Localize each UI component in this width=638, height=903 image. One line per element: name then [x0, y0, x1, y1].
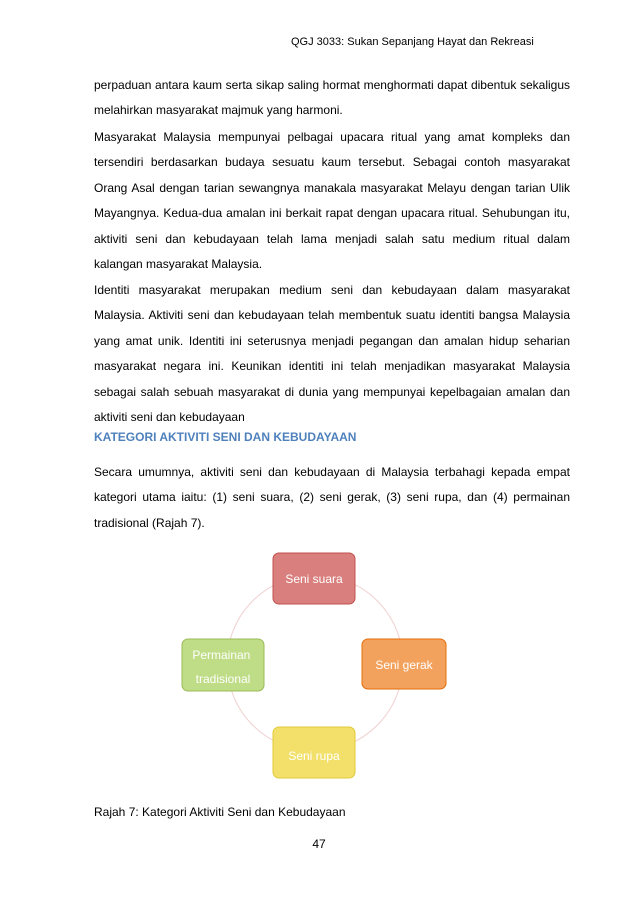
running-header: QGJ 3033: Sukan Sepanjang Hayat dan Rekreasi — [291, 36, 534, 48]
node-seni-suara — [273, 553, 355, 604]
node-seni-gerak — [362, 639, 446, 689]
node-seni-gerak-label: Seni gerak — [375, 658, 433, 672]
section-heading: KATEGORI AKTIVITI SENI DAN KEBUDAYAAN — [94, 430, 357, 444]
paragraph-intro: Secara umumnya, aktiviti seni dan kebudayaan di Malaysia terbahagi kepada empat kategori utama iaitu: (1) seni suara, (2) seni gerak, (3) seni rupa, dan (4) permainan tradisional (Rajah 7). — [94, 465, 570, 530]
figure-caption: Rajah 7: Kategori Aktiviti Seni dan Kebudayaan — [94, 805, 346, 819]
page-number: 47 — [312, 837, 326, 851]
node-permainan-tradisional — [182, 639, 264, 691]
node-seni-rupa — [273, 727, 355, 778]
paragraph-identity: Identiti masyarakat merupakan medium seni dan kebudayaan dalam masyarakat Malaysia. Aktiviti seni dan kebudayaan telah membentuk suatu identiti bangsa Malaysia yang amat unik. Identiti ini seterusnya menjadi pegangan dan amalan hidup seharian masyarakat negara ini. Keunikan identiti ini telah menjadikan masyarakat Malaysia sebagai salah sebuah masyarakat di dunia yang mempunyai kepelbagaian amalan dan aktiviti seni dan kebudayaan — [94, 283, 570, 425]
paragraph-ritual: Masyarakat Malaysia mempunyai pelbagai upacara ritual yang amat kompleks dan tersendiri berdasarkan budaya sesuatu kaum tersebut. Sebagai contoh masyarakat Orang Asal dengan tarian sewangnya manakala masyarakat Melayu dengan tarian Ulik Mayangnya. Kedua-dua amalan ini berkait rapat dengan upacara ritual. Sehubungan itu, aktiviti seni dan kebudayaan telah lama menjadi salah satu medium ritual dalam kalangan masyarakat Malaysia. — [94, 130, 570, 272]
node-seni-rupa-label: Seni rupa — [288, 749, 340, 763]
node-seni-suara-label: Seni suara — [285, 572, 343, 586]
paragraph-continuation: perpaduan antara kaum serta sikap saling hormat menghormati dapat dibentuk sekaligus melahirkan masyarakat majmuk yang harmoni. — [94, 78, 570, 118]
node-permainan-tradisional-label: Permainan tradisional — [192, 648, 251, 686]
